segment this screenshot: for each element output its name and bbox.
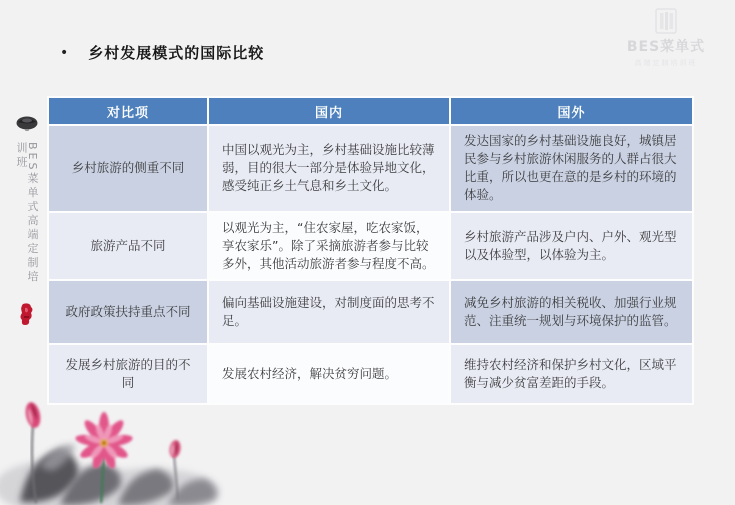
red-seal-icon: [18, 302, 36, 328]
watermark-vertical-text: BES菜单式高端定制培训班: [15, 142, 39, 285]
header-foreign: 国外: [451, 98, 692, 124]
stamp-icon: [655, 8, 677, 34]
bullet-icon: •: [60, 44, 69, 61]
table-row: [49, 213, 692, 279]
row4-item: 发展乡村旅游的目的不同: [49, 345, 207, 403]
left-watermark: [10, 112, 44, 328]
slide-title-row: [60, 42, 264, 63]
row3-foreign: 减免乡村旅游的相关税收、加强行业规范、注重统一规划与环境保护的监管。: [451, 281, 692, 343]
row3-domestic: 偏向基础设施建设，对制度面的思考不足。: [209, 281, 449, 343]
table-row: [49, 126, 692, 211]
logo-subtitle: 高端定制培训班: [634, 59, 698, 67]
row2-foreign: 乡村旅游产品涉及户内、户外、观光型以及体验型，以体验为主。: [451, 213, 692, 279]
logo-title: BES菜单式: [626, 39, 706, 55]
page-title: 乡村发展模式的国际比较: [88, 44, 265, 62]
row3-item: 政府政策扶持重点不同: [49, 281, 207, 343]
row4-foreign: 维持农村经济和保护乡村文化，区域平衡与减少贫富差距的手段。: [451, 345, 692, 403]
row1-item: 乡村旅游的侧重不同: [49, 126, 207, 211]
row2-item: 旅游产品不同: [49, 213, 207, 279]
lotus-ink-painting: [0, 387, 225, 505]
brand-logo: [611, 8, 721, 68]
row4-domestic: 发展农村经济，解决贫穷问题。: [209, 345, 449, 403]
row1-domestic: 中国以观光为主，乡村基础设施比较薄弱，目的很大一部分是体验异地文化，感受纯正乡土气息和乡土文化。: [209, 126, 449, 211]
table-row: [49, 281, 692, 343]
comparison-table: [47, 96, 694, 405]
header-domestic: 国内: [209, 98, 449, 124]
header-item: 对比项: [49, 98, 207, 124]
row1-foreign: 发达国家的乡村基础设施良好，城镇居民参与乡村旅游休闲服务的人群占很大比重，所以也更在意的是乡村的环境的体验。: [451, 126, 692, 211]
hat-icon: [15, 112, 39, 132]
table-header-row: [49, 98, 692, 124]
row2-domestic: 以观光为主，“住农家屋，吃农家饭，享农家乐”。除了采摘旅游者参与比较多外，其他活动旅游者参与程度不高。: [209, 213, 449, 279]
